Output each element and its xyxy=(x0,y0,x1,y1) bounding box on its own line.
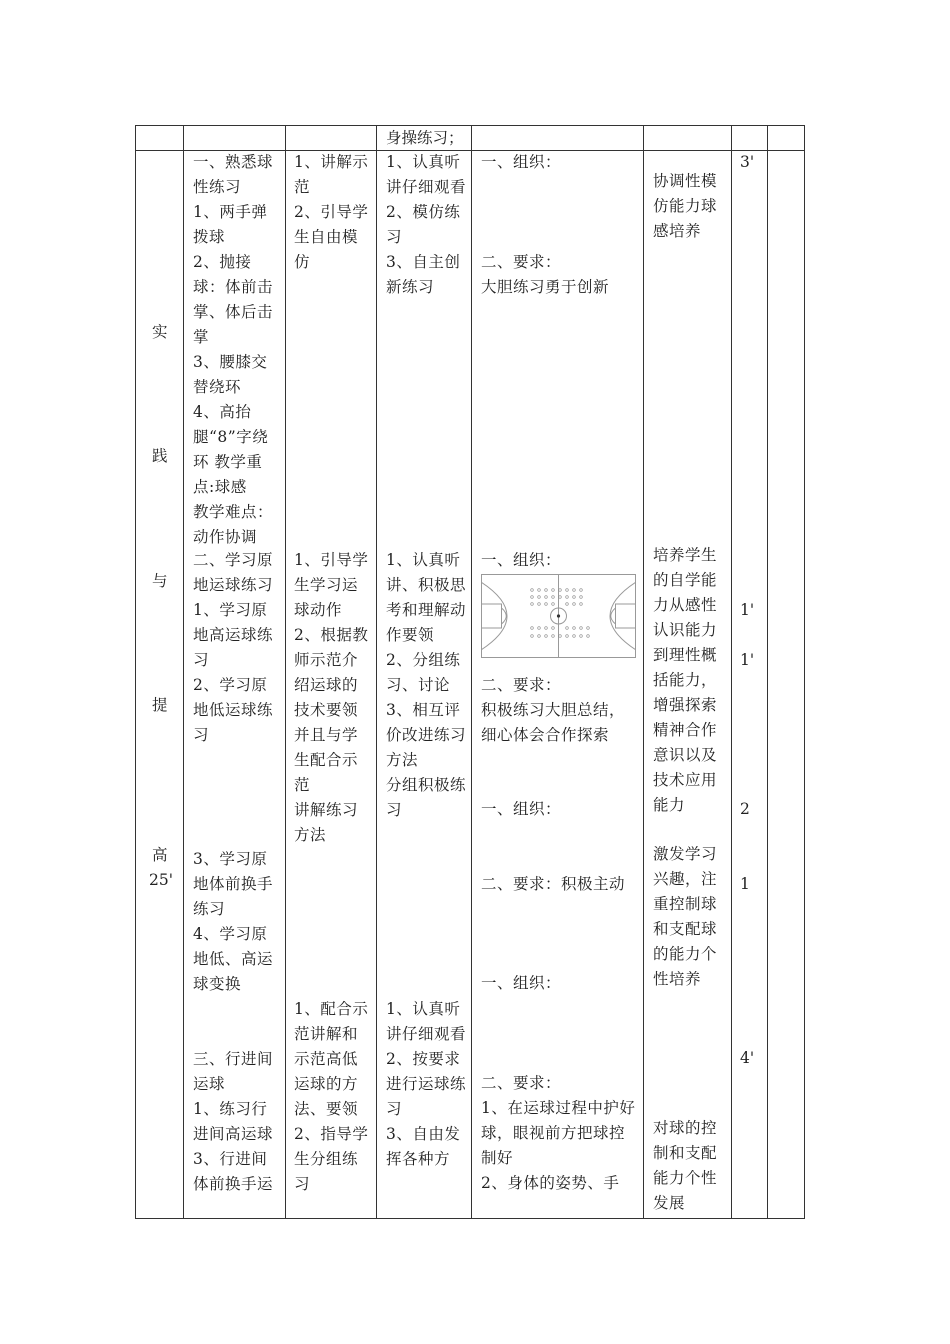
goal-block: 协调性模仿能力球感培养 xyxy=(653,172,718,240)
table-col-border xyxy=(471,125,472,1219)
time-value: 4' xyxy=(740,1049,755,1067)
table-top-border xyxy=(135,125,804,126)
content-block: 二、学习原地运球练习 1、学习原地高运球练习 2、学习原地低运球练习 xyxy=(193,551,274,744)
table-bottom-border xyxy=(135,1218,804,1219)
stage-char: 实 xyxy=(152,323,168,341)
content-block: 一、熟悉球性练习 1、两手弹拨球 2、抛接球：体前击掌、体后击掌 3、腰膝交替绕环 4、高抬腿“8”字绕环 教学重点:球感 教学难点：动作协调 xyxy=(193,153,274,546)
teacher-block: 1、引导学生学习运球动作 2、根据教师示范介绍运球的技术要领并且与学生配合示范 讲解练习方法 xyxy=(294,551,369,844)
stage-char: 与 xyxy=(152,572,168,590)
time-value: 2 xyxy=(740,800,750,818)
teacher-block: 1、配合示范讲解和示范高低运球的方法、要领 2、指导学生分组练习 xyxy=(294,1000,369,1193)
content-block: 3、学习原地体前换手练习 4、学习原地低、高运球变换 xyxy=(193,850,274,993)
table-col-border xyxy=(804,125,805,1219)
teacher-block: 1、讲解示范 2、引导学生自由模仿 xyxy=(294,153,369,271)
student-block: 1、认真听讲仔细观看 2、模仿练习 3、自主创新练习 xyxy=(386,153,467,296)
basketball-court-diagram xyxy=(481,574,636,658)
stage-duration: 25' xyxy=(149,871,173,889)
student-block: 1、认真听讲仔细观看 2、按要求进行运球练习 3、自由发挥各种方 xyxy=(386,1000,467,1168)
goal-block: 激发学习兴趣，注重控制球和支配球的能力个性培养 xyxy=(653,845,718,988)
table-col-border xyxy=(767,125,768,1219)
goal-block: 培养学生的自学能力从感性认识能力到理性概括能力，增强探索精神合作意识以及技术应用能力 xyxy=(653,546,718,814)
stage-char: 高 xyxy=(152,846,168,864)
org-label: 一、组织： xyxy=(481,800,562,818)
student-block: 1、认真听讲、积极思考和理解动作要领 2、分组练习、讨论 3、相互评价改进练习方法 分组积极练习 xyxy=(386,551,467,819)
table-col-border xyxy=(643,125,644,1219)
table-col-border xyxy=(183,125,184,1219)
content-block: 三、行进间运球 1、练习行进间高运球 3、行进间体前换手运 xyxy=(193,1050,274,1193)
stage-char: 提 xyxy=(152,696,168,714)
time-value: 1 xyxy=(740,875,750,893)
requirement-block: 二、要求： 1、在运球过程中护好球，眼视前方把球控制好 2、身体的姿势、手 xyxy=(481,1074,636,1192)
top-row-cell-text: 身操练习； xyxy=(386,129,464,147)
table-col-border xyxy=(376,125,377,1219)
time-value: 3' xyxy=(740,153,755,171)
table-col-border xyxy=(135,125,136,1219)
requirement-block: 二、要求： 积极练习大胆总结，细心体会合作探索 xyxy=(481,676,626,744)
org-label: 一、组织： xyxy=(481,153,562,171)
stage-char: 践 xyxy=(152,447,168,465)
time-value: 1' xyxy=(740,651,755,669)
table-col-border xyxy=(731,125,732,1219)
org-label: 一、组织： xyxy=(481,974,562,992)
table-col-border xyxy=(285,125,286,1219)
org-label: 一、组织： xyxy=(481,551,562,569)
requirement-block: 二、要求： 大胆练习勇于创新 xyxy=(481,253,610,296)
goal-block: 对球的控制和支配能力个性发展 xyxy=(653,1119,718,1212)
requirement-block: 二、要求：积极主动 xyxy=(481,875,626,893)
time-value: 1' xyxy=(740,601,755,619)
